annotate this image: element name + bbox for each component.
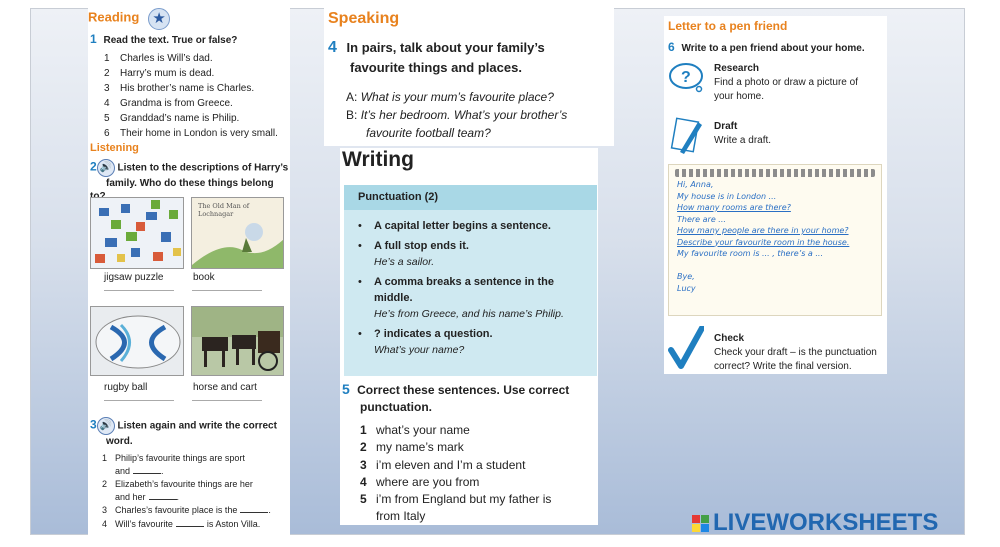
item-number: 2 <box>360 440 367 455</box>
exercise-number: 4 <box>328 39 337 56</box>
draft-title: Draft <box>714 121 738 132</box>
rule-example: He’s from Greece, and his name’s Philip. <box>374 308 564 320</box>
instruction-line-1: Listen to the descriptions of Harry’s <box>117 162 289 174</box>
ex5-instruction <box>342 381 569 416</box>
rule-text: • A full stop ends it. <box>374 240 469 252</box>
audio-speaker-icon[interactable]: 🔊 <box>97 417 115 435</box>
note-line: My favourite room is ... , there’s a ... <box>677 249 823 258</box>
gap-fill-part-a: Philip’s favourite things are sport <box>115 453 245 463</box>
item-number: 4 <box>360 474 367 489</box>
jigsaw-puzzle-image <box>90 197 184 269</box>
logo-mark-icon <box>692 515 709 532</box>
sentence-item <box>360 439 551 456</box>
exercise-number: 1 <box>90 32 97 46</box>
caption-book: book <box>193 272 215 283</box>
exercise-number: 5 <box>342 381 350 397</box>
gap-fill-text <box>115 518 260 531</box>
ex3-gap-fill-list <box>102 452 271 531</box>
logo-square <box>692 515 700 523</box>
note-line <box>677 260 873 272</box>
book-cover-image <box>191 197 284 269</box>
gap-fill-part-c: . <box>268 505 271 515</box>
answer-line[interactable] <box>192 400 262 401</box>
svg-text:?: ? <box>681 69 691 86</box>
rule-text: • A capital letter begins a sentence. <box>374 220 551 232</box>
instruction-text: Write to a pen friend about your home. <box>681 43 865 54</box>
horse-and-cart-image <box>191 306 284 376</box>
gap-fill-text <box>115 478 253 503</box>
gap-fill-part-b: and <box>115 465 131 476</box>
punctuation-box <box>344 185 597 376</box>
check-title: Check <box>714 333 745 344</box>
listening-title <box>90 142 139 154</box>
speaking-dialogue <box>346 88 567 142</box>
research-question-icon <box>668 62 706 94</box>
speaker-b-line-1: It’s her bedroom. What’s your brother’s <box>360 108 568 122</box>
gap-fill-part-b: and her <box>115 491 146 502</box>
reading-statement <box>104 51 278 66</box>
exercise-number: 3 <box>90 417 97 432</box>
gap-fill-part-a: Charles’s favourite place is the <box>115 505 238 515</box>
instruction-line-2: favourite things and places. <box>350 60 522 75</box>
reading-listening-panel <box>88 8 290 535</box>
audio-speaker-icon[interactable]: 🔊 <box>97 159 115 177</box>
rule-example: He’s a sailor. <box>374 256 435 268</box>
caption-horse-and-cart: horse and cart <box>193 382 257 393</box>
punctuation-box-title: Punctuation (2) <box>344 185 597 210</box>
instruction-line-2: word. <box>106 436 133 447</box>
exercise-number: 2 <box>90 159 97 174</box>
item-text: Granddad’s name is Philip. <box>120 113 240 124</box>
item-number: 4 <box>104 98 110 109</box>
instruction-line-2: punctuation. <box>360 400 432 414</box>
check-step <box>714 332 877 374</box>
sentence-text: i’m from England but my father is <box>376 492 552 507</box>
caption-jigsaw-puzzle: jigsaw puzzle <box>104 272 164 283</box>
sentence-item <box>360 491 551 508</box>
item-number: 3 <box>360 457 367 472</box>
gap-blank[interactable] <box>133 473 161 474</box>
ex5-sentences <box>360 422 551 525</box>
draft-pencil-icon <box>670 116 704 156</box>
rule-example: What’s your name? <box>374 344 465 356</box>
punctuation-rule <box>358 274 583 322</box>
check-line-1: Check your draft – is the punctuation <box>714 347 877 358</box>
speaker-a-line: What is your mum’s favourite place? <box>360 90 554 104</box>
item-number <box>360 508 370 525</box>
item-number: 3 <box>102 505 108 515</box>
check-line-2: correct? Write the final version. <box>714 361 852 372</box>
speaking-title-text: Speaking <box>328 10 400 27</box>
note-line: Bye, <box>677 272 695 281</box>
rugby-ball-image <box>90 306 184 376</box>
writing-title: Writing <box>342 148 414 171</box>
item-number: 4 <box>102 518 108 529</box>
caption-rugby-ball: rugby ball <box>104 382 148 393</box>
reading-header <box>88 8 170 30</box>
rule-text: • ? indicates a question. <box>374 328 493 340</box>
gap-fill-item <box>102 504 271 517</box>
listening-ex3-instruction <box>90 417 277 448</box>
check-mark-icon <box>668 326 704 370</box>
gap-fill-part-c: . <box>161 465 164 476</box>
research-title: Research <box>714 63 760 74</box>
gap-fill-part-c: . <box>176 491 180 502</box>
letter-panel <box>664 16 887 374</box>
letter-title <box>668 19 787 33</box>
item-number: 5 <box>104 113 110 124</box>
instruction-line-1: In pairs, talk about your family’s <box>346 40 545 55</box>
gap-fill-part-a: Elizabeth’s favourite things are her <box>115 479 253 489</box>
reading-statement <box>104 126 278 141</box>
note-line: There are ... <box>677 214 726 224</box>
letter-instruction <box>668 40 865 54</box>
sentence-item <box>360 457 551 474</box>
item-text: His brother’s name is Charles. <box>120 83 255 94</box>
instruction-text: Read the text. True or false? <box>103 35 238 46</box>
note-line: How many people are there in your home? <box>677 226 849 235</box>
item-number: 3 <box>104 83 110 94</box>
gap-fill-part-b: is Aston Villa. <box>206 518 261 529</box>
reading-statement <box>104 96 278 111</box>
instruction-line-2: family. Who do these things belong <box>106 178 274 189</box>
sentence-item <box>360 422 551 439</box>
reading-statement <box>104 81 278 96</box>
item-text: Grandma is from Greece. <box>120 98 233 109</box>
item-number: 1 <box>104 53 110 64</box>
answer-line[interactable] <box>192 290 262 291</box>
logo-square <box>701 515 709 523</box>
book-title: The Old Man of Lochnagar <box>198 202 250 218</box>
logo-square <box>701 524 709 532</box>
item-number: 5 <box>360 492 367 507</box>
speaking-title <box>328 10 399 28</box>
listening-title-text: Listening <box>90 142 139 154</box>
punctuation-rules <box>344 210 597 358</box>
reading-statements <box>104 51 278 141</box>
item-number: 2 <box>102 479 108 489</box>
draft-notebook <box>668 164 882 316</box>
gap-fill-item <box>102 518 271 531</box>
item-text: Their home in London is very small. <box>120 128 278 139</box>
item-number: 6 <box>104 128 110 139</box>
sentence-item <box>360 508 551 525</box>
gap-fill-item <box>102 478 271 503</box>
item-number: 2 <box>104 68 110 79</box>
star-icon: ★ <box>148 8 170 30</box>
speaking-panel <box>324 8 614 146</box>
sentence-text: i’m eleven and I’m a student <box>376 457 526 472</box>
speaker-b-label: B: <box>346 108 358 122</box>
research-step <box>714 62 858 104</box>
sentence-text: what’s your name <box>376 423 470 437</box>
draft-text: Write a draft. <box>714 135 772 146</box>
sentence-text: where are you from <box>376 474 480 489</box>
punctuation-rule <box>358 218 583 234</box>
note-line: My house is in London ... <box>677 191 777 201</box>
answer-line[interactable] <box>104 290 174 291</box>
gap-fill-text <box>115 452 245 477</box>
note-line: How many rooms are there? <box>677 203 791 212</box>
gap-fill-text <box>115 504 271 517</box>
sentence-text: my name’s mark <box>376 440 464 455</box>
liveworksheets-logo[interactable] <box>692 508 938 538</box>
gap-blank[interactable] <box>149 499 177 500</box>
reading-title: Reading <box>88 9 140 25</box>
exercise-number: 6 <box>668 40 675 54</box>
logo-square <box>692 524 700 532</box>
rule-text: • A comma breaks a sentence in the middle. <box>374 276 554 304</box>
research-line-1: Find a photo or draw a picture of <box>714 77 858 88</box>
gap-fill-part-a: Will’s favourite <box>115 518 173 529</box>
research-line-2: your home. <box>714 91 765 102</box>
item-number: 1 <box>360 423 367 437</box>
punctuation-rule <box>358 326 583 358</box>
instruction-line-1: Listen again and write the correct <box>117 420 277 432</box>
gap-blank[interactable] <box>240 512 268 513</box>
answer-line[interactable] <box>104 400 174 401</box>
writing-panel <box>340 148 598 525</box>
item-text: Harry’s mum is dead. <box>120 68 215 79</box>
punctuation-rule <box>358 238 583 270</box>
draft-step <box>714 120 771 148</box>
gap-fill-item <box>102 452 271 477</box>
speaker-a-label: A: <box>346 90 358 104</box>
letter-title-text: Letter to a pen friend <box>668 19 788 33</box>
gap-blank[interactable] <box>176 526 204 527</box>
sentence-item <box>360 474 551 491</box>
note-line: Lucy <box>677 283 696 293</box>
item-number: 1 <box>102 453 108 463</box>
note-line: Describe your favourite room in the house. <box>677 237 850 247</box>
sentence-text: from Italy <box>376 509 426 524</box>
instruction-line-1: Correct these sentences. Use correct <box>357 383 570 397</box>
notebook-rings <box>675 169 875 177</box>
reading-instruction <box>90 32 237 46</box>
speaker-b-line-2: favourite football team? <box>366 126 491 140</box>
handwritten-draft <box>669 177 881 296</box>
note-line: Hi, Anna, <box>677 180 714 189</box>
reading-statement <box>104 111 278 126</box>
item-text: Charles is Will’s dad. <box>120 53 213 64</box>
speaking-instruction <box>328 38 545 78</box>
reading-statement <box>104 66 278 81</box>
logo-text: LIVEWORKSHEETS <box>713 509 939 536</box>
